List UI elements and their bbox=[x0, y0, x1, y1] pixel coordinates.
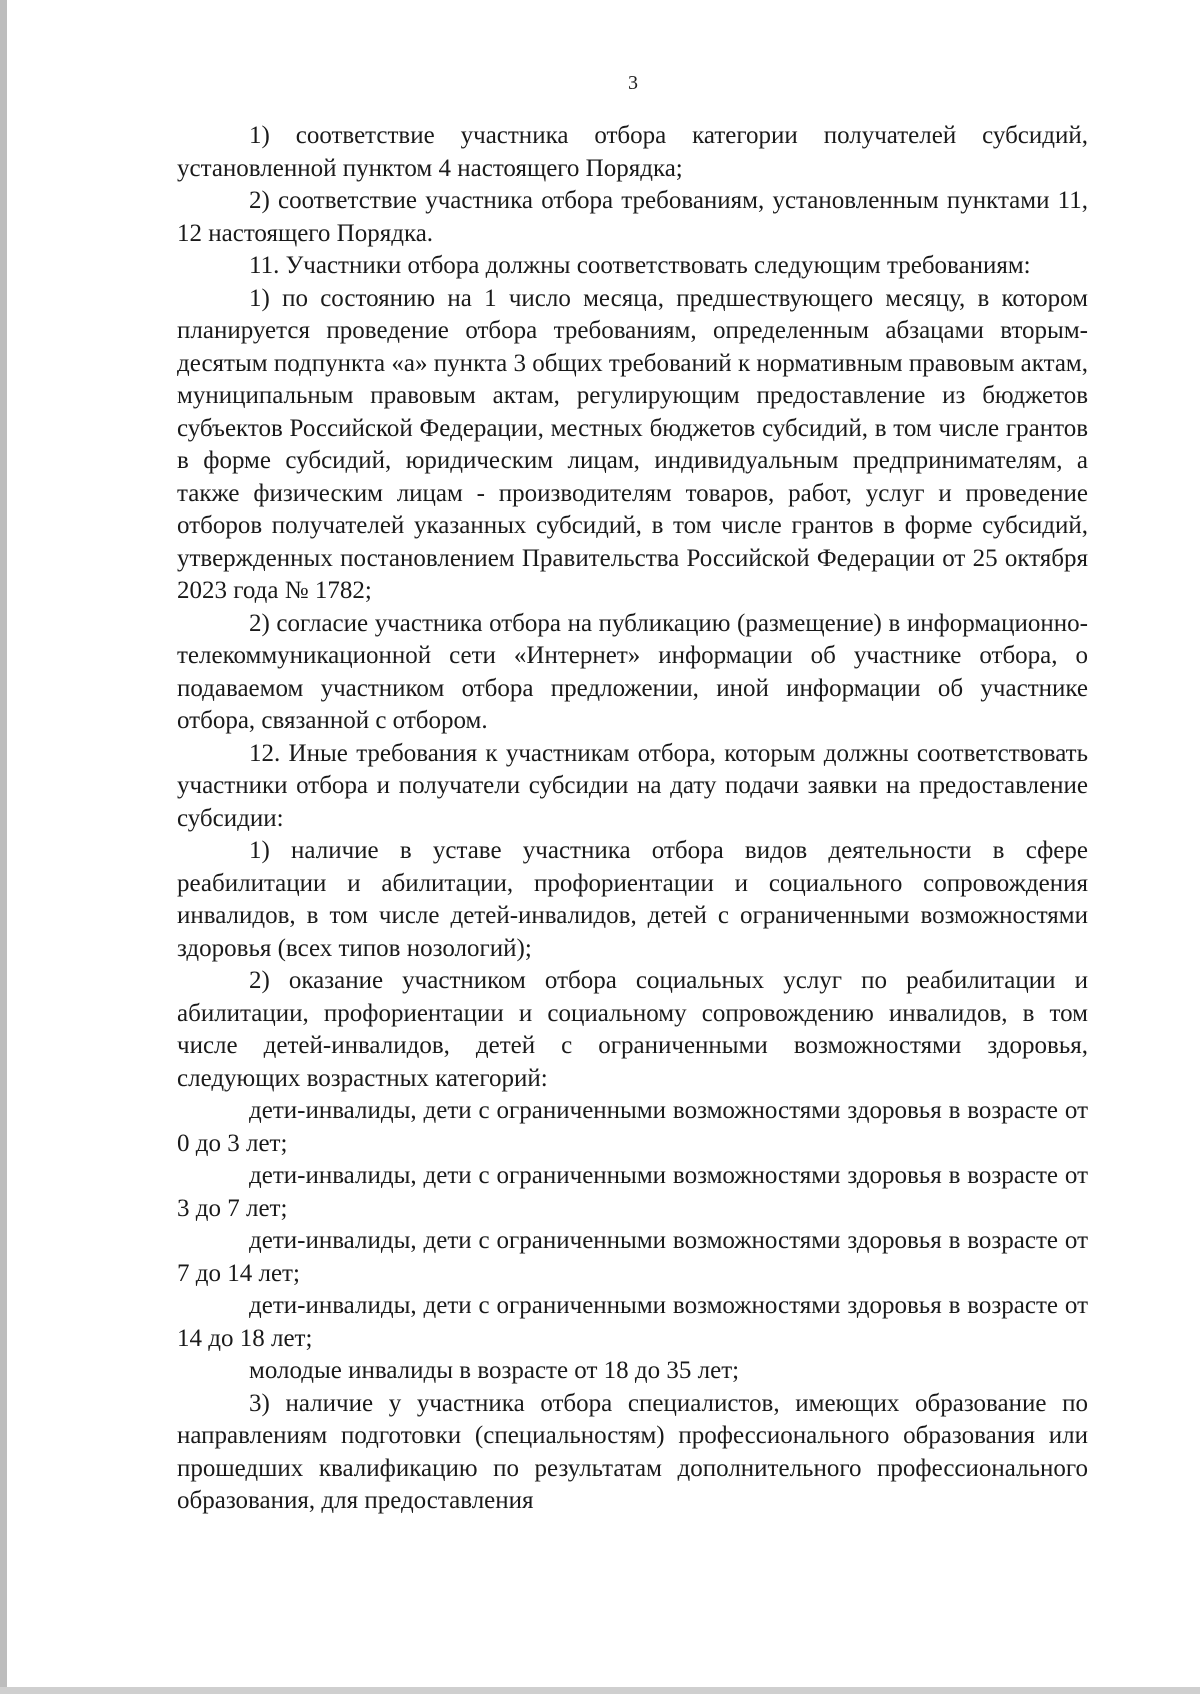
paragraph-1-2: 2) соответствие участника отбора требованиям, установленным пунктами 11, 12 настоящего Порядка. bbox=[177, 187, 1088, 247]
age-category-0-3: дети-инвалиды, дети с ограниченными возможностями здоровья в возрасте от 0 до 3 лет; bbox=[177, 1097, 1088, 1157]
page-number: 3 bbox=[628, 72, 638, 94]
paragraph-12-2: 2) оказание участником отбора социальных услуг по реабилитации и абилитации, профориентации и социальному сопровождению инвалидов, в том числе детей-инвалидов, детей с ограниченными возможностями здоровья, следующих возрастных категорий: bbox=[177, 967, 1088, 1092]
scan-bottom-edge bbox=[0, 1687, 1200, 1694]
paragraph-12-1: 1) наличие в уставе участника отбора видов деятельности в сфере реабилитации и абилитации, профориентации и социального сопровождения инвалидов, в том числе детей-инвалидов, детей с ограниченными возможностями здоровья (всех типов нозологий); bbox=[177, 837, 1088, 962]
age-category-18-35: молодые инвалиды в возрасте от 18 до 35 лет; bbox=[249, 1357, 740, 1384]
document-body bbox=[177, 120, 1088, 1518]
paragraph-12: 12. Иные требования к участникам отбора, которым должны соответствовать участники отбора и получатели субсидии на дату подачи заявки на предоставление субсидии: bbox=[177, 739, 1088, 832]
paragraph-1-1: 1) соответствие участника отбора категории получателей субсидий, установленной пунктом 4 настоящего Порядка; bbox=[177, 122, 1088, 182]
age-category-14-18: дети-инвалиды, дети с ограниченными возможностями здоровья в возрасте от 14 до 18 лет; bbox=[177, 1292, 1088, 1352]
age-category-3-7: дети-инвалиды, дети с ограниченными возможностями здоровья в возрасте от 3 до 7 лет; bbox=[177, 1162, 1088, 1222]
paragraph-12-3: 3) наличие у участника отбора специалистов, имеющих образование по направлениям подготовки (специальностям) профессионального образования или прошедших квалификацию по результатам дополнительного профессионального образования, для предоставления bbox=[177, 1389, 1088, 1514]
scan-left-edge bbox=[0, 0, 7, 1694]
age-category-7-14: дети-инвалиды, дети с ограниченными возможностями здоровья в возрасте от 7 до 14 лет; bbox=[177, 1227, 1088, 1287]
paragraph-11-2: 2) согласие участника отбора на публикацию (размещение) в информационно-телекоммуникационной сети «Интернет» информации об участнике отбора, о подаваемом участником отбора предложении, иной информации об участнике отбора, связанной с отбором. bbox=[177, 609, 1088, 734]
paragraph-11-1: 1) по состоянию на 1 число месяца, предшествующего месяцу, в котором планируется проведение отбора требованиям, определенным абзацами вторым-десятым подпункта «а» пункта 3 общих требований к нормативным правовым актам, муниципальным правовым актам, регулирующим предоставление из бюджетов субъектов Российской Федерации, местных бюджетов субсидий, в том числе грантов в форме субсидий, юридическим лицам, индивидуальным предпринимателям, а также физическим лицам - производителям товаров, работ, услуг и проведение отборов получателей указанных субсидий, в том числе грантов в форме субсидий, утвержденных постановлением Правительства Российской Федерации от 25 октября 2023 года № 1782; bbox=[177, 284, 1088, 604]
paragraph-11: 11. Участники отбора должны соответствовать следующим требованиям: bbox=[249, 252, 1031, 279]
